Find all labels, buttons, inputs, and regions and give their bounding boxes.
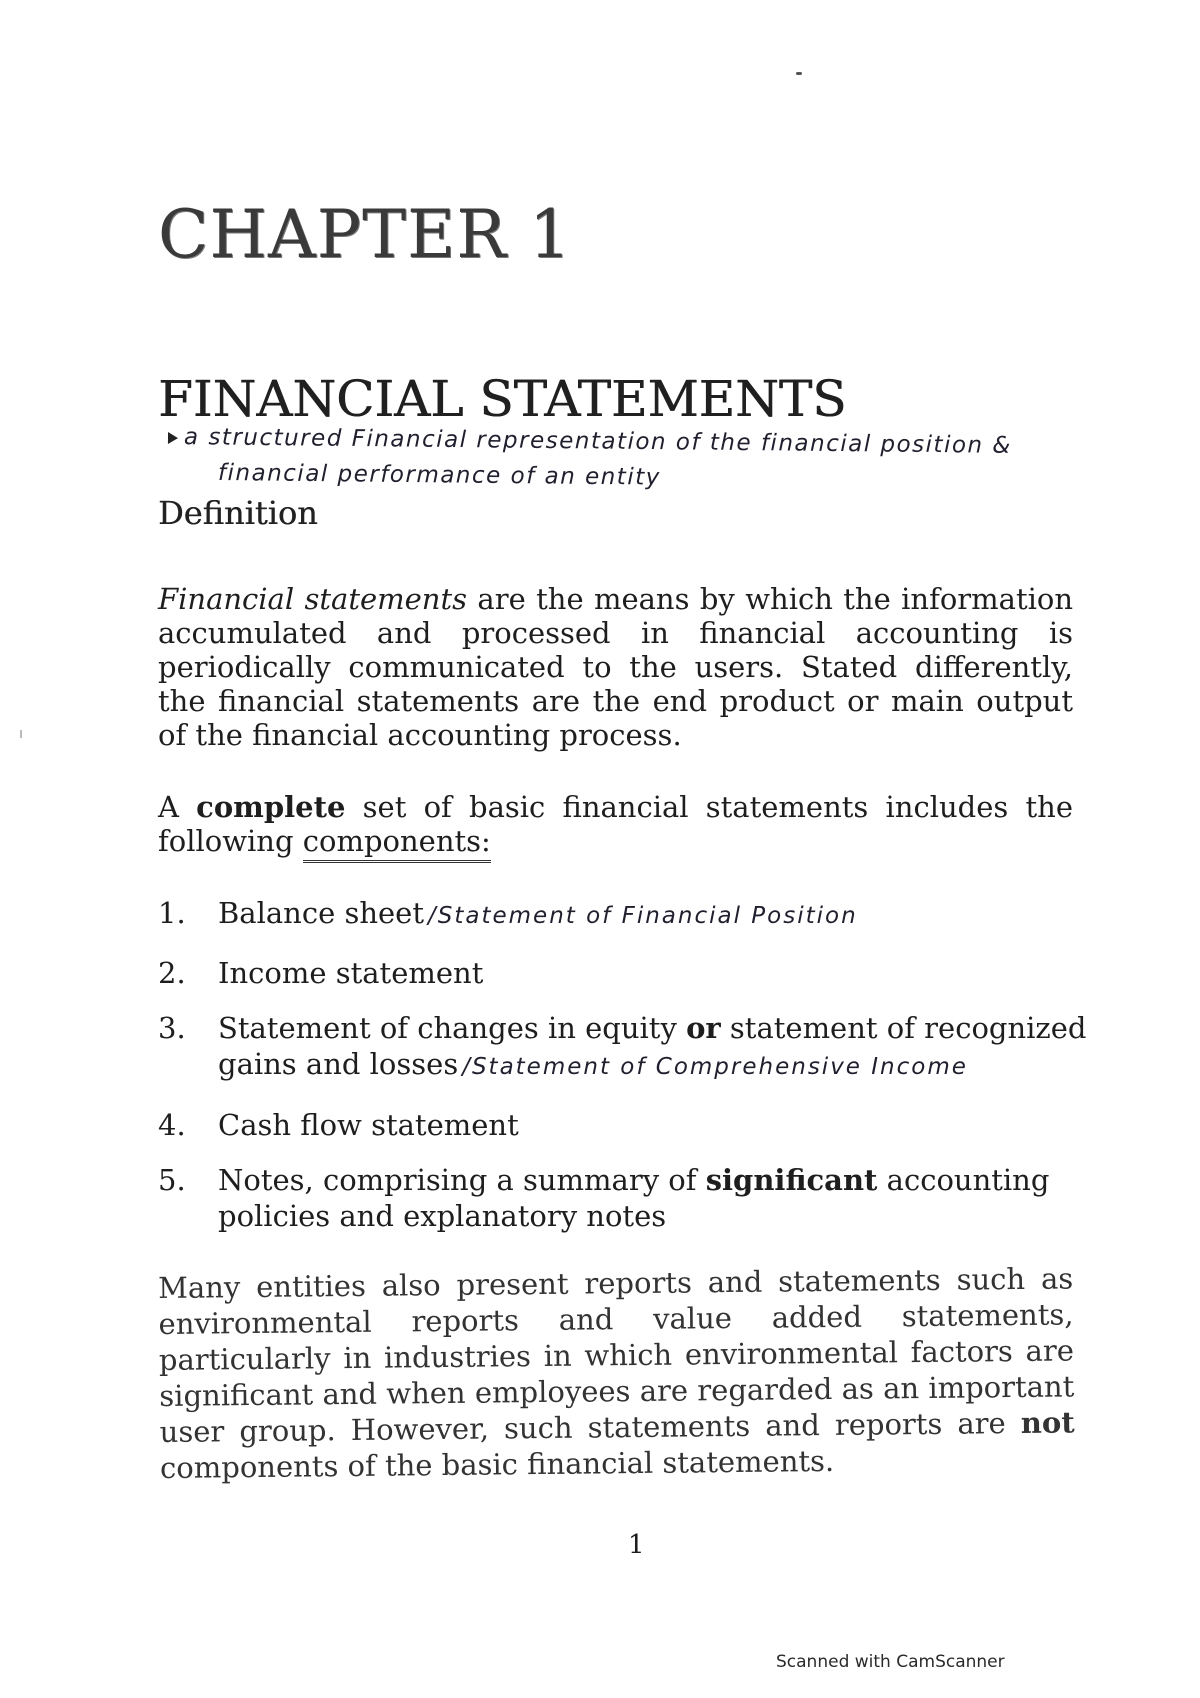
arrow-icon [168,432,178,444]
closing-paragraph [158,1260,1075,1486]
definition-text: are the means by which the information accumulated and processed in financial accounting is periodically communicated to the users. Stated differently, the financial statements are the end product or main output of the financial accounting process. [158,582,1074,752]
components-intro-paragraph [158,790,1073,858]
handwritten-note-line-1 [168,424,1012,459]
list-number: 3. [158,1011,186,1045]
list-text-bold: or [686,1011,721,1045]
list-text: Cash flow statement [218,1108,519,1142]
scanner-watermark: Scanned with CamScanner [776,1652,1005,1672]
list-number: 2. [158,956,186,990]
list-text-bold: significant [705,1163,878,1197]
page-number: 1 [628,1530,645,1560]
intro-before: A [158,790,197,824]
list-text: Statement of changes in equity [218,1011,687,1045]
chapter-title: CHAPTER 1 [158,196,572,273]
term-financial-statements: Financial statements [158,582,468,616]
handwritten-note-line-2: financial performance of an entity [217,460,661,491]
closing-text: Many entities also present reports and statements such as environmental reports and value added statements, particularly in industries in which environmental factors are significant and when employees are regarded as an important user group. However, such statements and reports are [158,1261,1075,1449]
list-text: Balance sheet [218,896,425,930]
scan-edge-mark [20,730,22,738]
list-number: 5. [158,1163,186,1197]
definition-paragraph [158,582,1073,752]
intro-bold-complete: complete [196,790,346,824]
list-text: Income statement [218,956,484,990]
handwritten-annotation: /Statement of Financial Position [428,903,858,929]
closing-bold-not: not [1020,1405,1075,1440]
list-number: 4. [158,1108,186,1142]
definition-heading: Definition [158,494,318,532]
intro-underlined-components: components: [303,824,491,863]
section-title: FINANCIAL STATEMENTS [158,370,847,428]
list-number: 1. [158,896,186,930]
scan-speck [796,72,802,75]
list-text: accounting policies and explanatory notes [218,1163,1050,1233]
handwritten-annotation: /Statement of Comprehensive Income [462,1054,968,1080]
list-text: Notes, comprising a summary of [218,1163,706,1197]
list-text: statement of recognized gains and losses [218,1011,1087,1081]
closing-text-end: components of the basic financial statements. [159,1443,835,1485]
handwritten-note-text-1: a structured Financial representation of the financial position & [183,424,1012,459]
intro-middle: set of basic financial statements includes the following [158,790,1073,858]
